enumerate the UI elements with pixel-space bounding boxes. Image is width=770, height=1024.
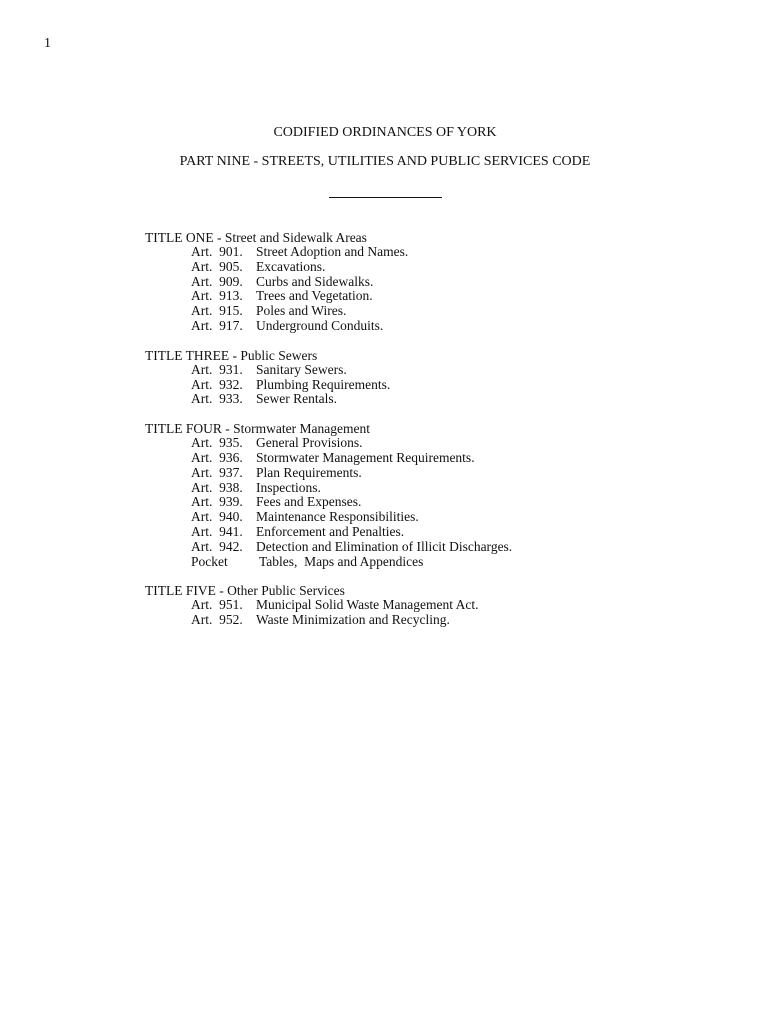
article-title: Plan Requirements. xyxy=(256,464,362,480)
article-title: Detection and Elimination of Illicit Discharges. xyxy=(256,538,513,554)
article-number: Art. 939. xyxy=(191,494,243,510)
article-number: Art. 915. xyxy=(191,303,243,319)
article-number: Art. 913. xyxy=(191,288,243,304)
toc-entry xyxy=(145,319,705,334)
toc-section xyxy=(145,230,705,334)
article-title: Excavations. xyxy=(256,258,326,274)
table-of-contents xyxy=(145,230,705,642)
article-number: Art. 917. xyxy=(191,317,243,333)
toc-entry xyxy=(145,540,705,555)
article-title: General Provisions. xyxy=(256,435,363,451)
article-number: Art. 932. xyxy=(191,376,243,392)
section-heading: TITLE FOUR - Stormwater Management xyxy=(145,421,370,437)
section-heading: TITLE THREE - Public Sewers xyxy=(145,347,318,363)
article-title: Maintenance Responsibilities. xyxy=(256,509,419,525)
article-title: Sewer Rentals. xyxy=(256,391,337,407)
toc-entry xyxy=(145,598,705,613)
toc-section xyxy=(145,583,705,628)
article-title: Waste Minimization and Recycling. xyxy=(256,612,450,628)
toc-entry xyxy=(145,304,705,319)
toc-entry xyxy=(145,481,705,496)
section-heading: TITLE ONE - Street and Sidewalk Areas xyxy=(145,230,367,245)
article-title: Fees and Expenses. xyxy=(256,494,362,510)
article-number: Art. 951. xyxy=(191,597,243,613)
toc-entry xyxy=(145,363,705,378)
toc-entry xyxy=(145,466,705,481)
article-title: Plumbing Requirements. xyxy=(256,376,391,392)
document-title: CODIFIED ORDINANCES OF YORK xyxy=(273,125,497,140)
toc-entry xyxy=(145,510,705,525)
toc-entry xyxy=(145,245,705,260)
article-title: Curbs and Sidewalks. xyxy=(256,273,374,289)
section-heading: TITLE FIVE - Other Public Services xyxy=(145,583,345,599)
article-title: Poles and Wires. xyxy=(256,303,347,319)
article-number: Art. 938. xyxy=(191,479,243,495)
article-title: Trees and Vegetation. xyxy=(256,288,373,304)
article-number: Art. 909. xyxy=(191,273,243,289)
toc-entry xyxy=(145,436,705,451)
article-number: Art. 937. xyxy=(191,464,243,480)
article-number: Art. 931. xyxy=(191,361,243,377)
page-number: 1 xyxy=(44,36,51,51)
article-number: Art. 935. xyxy=(191,435,243,451)
title-divider xyxy=(329,197,442,198)
article-number: Art. 905. xyxy=(191,258,243,274)
article-number: Art. 936. xyxy=(191,449,243,465)
article-title: Sanitary Sewers. xyxy=(256,361,347,377)
toc-entry xyxy=(145,451,705,466)
toc-section xyxy=(145,421,705,569)
toc-entry xyxy=(145,613,705,628)
toc-entry xyxy=(145,260,705,275)
document-subtitle: PART NINE - STREETS, UTILITIES AND PUBLIC SERVICES CODE xyxy=(179,154,591,169)
article-title: Tables, Maps and Appendices xyxy=(259,553,424,569)
toc-entry xyxy=(145,495,705,510)
toc-entry xyxy=(145,275,705,290)
article-number: Art. 933. xyxy=(191,391,243,407)
toc-entry xyxy=(145,525,705,540)
article-title: Underground Conduits. xyxy=(256,317,384,333)
article-title: Street Adoption and Names. xyxy=(256,244,409,259)
article-number: Pocket xyxy=(191,553,228,569)
article-number: Art. 941. xyxy=(191,523,243,539)
article-title: Enforcement and Penalties. xyxy=(256,523,405,539)
toc-entry xyxy=(145,378,705,393)
article-title: Municipal Solid Waste Management Act. xyxy=(256,597,479,613)
article-number: Art. 901. xyxy=(191,244,243,259)
toc-entry xyxy=(145,392,705,407)
article-number: Art. 942. xyxy=(191,538,243,554)
article-title: Inspections. xyxy=(256,479,321,495)
article-number: Art. 940. xyxy=(191,509,243,525)
article-title: Stormwater Management Requirements. xyxy=(256,449,475,465)
toc-entry xyxy=(145,289,705,304)
toc-entry xyxy=(145,555,705,570)
toc-section xyxy=(145,348,705,407)
article-number: Art. 952. xyxy=(191,612,243,628)
